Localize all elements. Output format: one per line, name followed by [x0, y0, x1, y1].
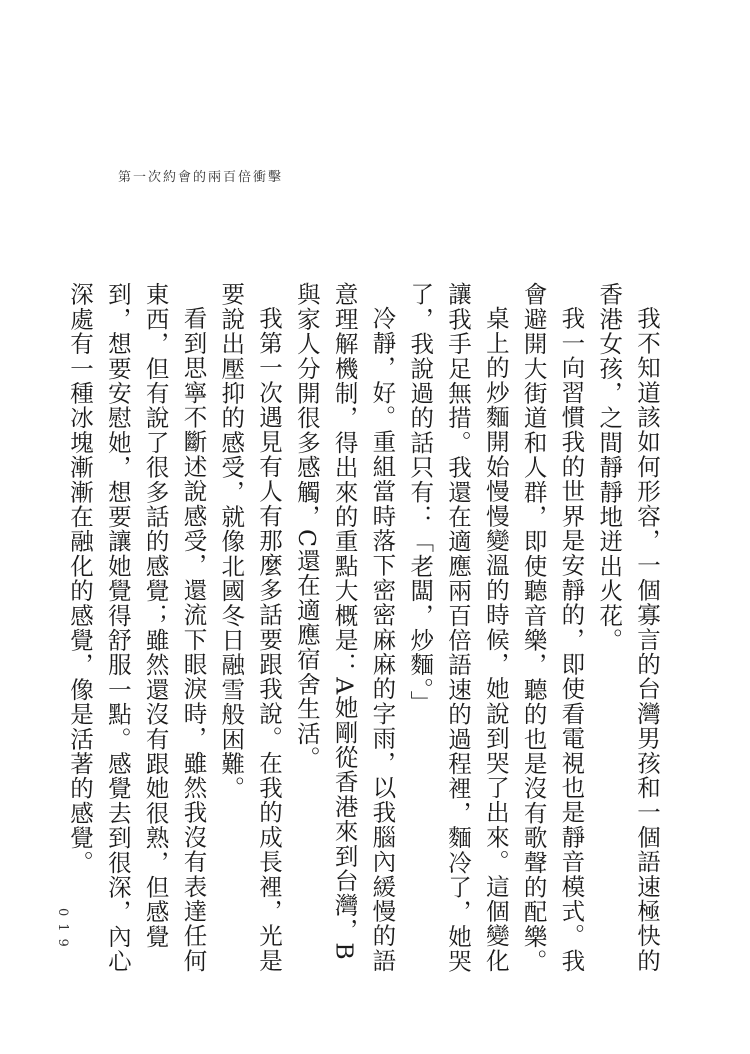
body-text: [66, 282, 665, 982]
paragraph: 我第一次遇見有人有那麼多話要跟我說。在我的成長裡，光是要說出壓抑的感受，就像北國冬日融雪般困難。: [217, 282, 284, 973]
running-header: 第一次約會的兩百倍衝擊: [118, 170, 284, 185]
paragraph: 冷靜，好。重組當時落下密密麻麻的字雨，以我腦內緩慢的語意理解機制，得出來的重點大概是：A她剛從香港來到台灣，B與家人分開很多感觸，C還在適應宿舍生活。: [292, 282, 397, 973]
page-number: 019: [55, 908, 70, 954]
paragraph: 桌上的炒麵開始慢慢變溫的時候，她說到哭了出來。這個變化讓我手足無措。我還在適應兩百倍語速的過程裡，麵冷了，她哭了，我說過的話只有：「老闆，炒麵。」: [406, 282, 510, 974]
paragraph: 看到思寧不斷述說感受，還流下眼淚時，雖然我沒有表達任何東西，但有說了很多話的感覺；雖然還沒有跟她很熟，但感覺到，想要安慰她，想要讓她覺得舒服一點。感覺去到很深，內心深處有一種冰塊漸漸在融化的感覺，像是活著的感覺。: [66, 282, 208, 974]
paragraph: 我不知道該如何形容，一個寡言的台灣男孩和一個語速極快的香港女孩，之間靜靜地迸出火花。: [595, 282, 661, 973]
paragraph: 我一向習慣我的世界是安靜的，即使看電視也是靜音模式。我會避開大街道和人群，即使聽音樂，聽的也是沒有歌聲的配樂。: [519, 282, 586, 974]
